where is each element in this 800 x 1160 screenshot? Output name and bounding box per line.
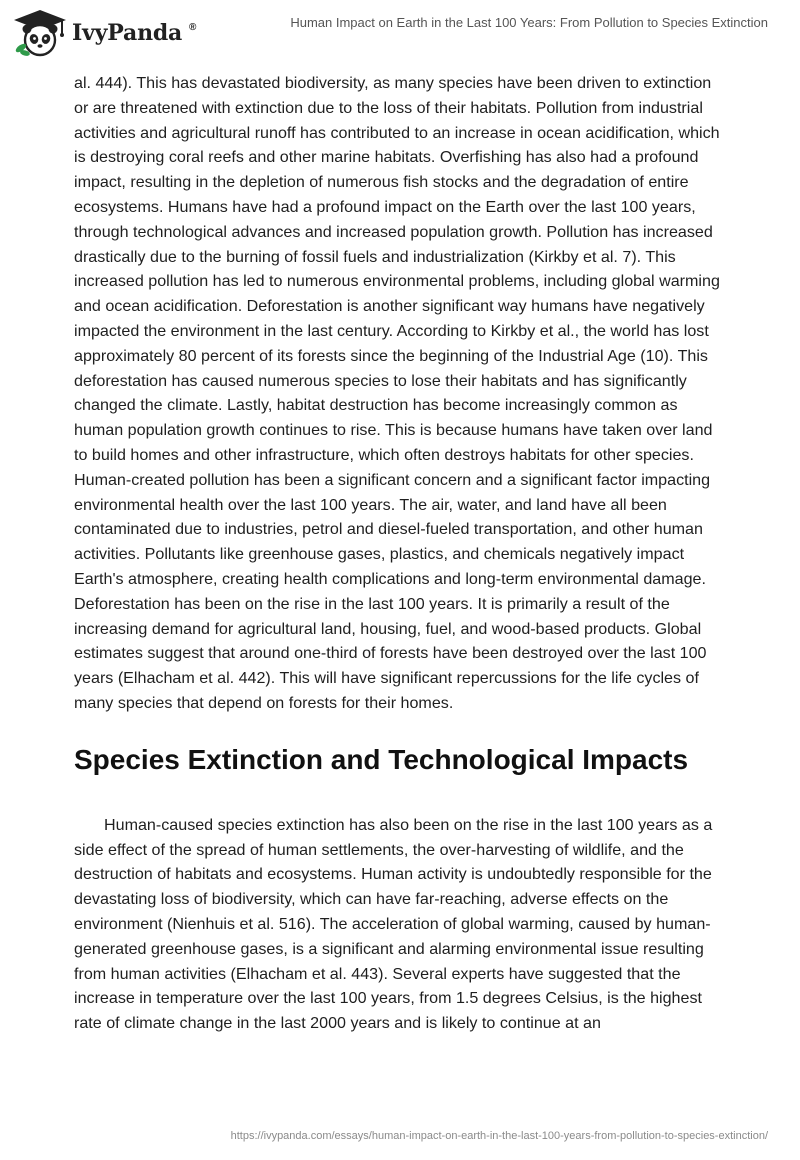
ivypanda-logo[interactable]: [12, 8, 202, 58]
page-header: [0, 0, 800, 64]
document-title: Human Impact on Earth in the Last 100 Years: From Pollution to Species Extinction: [290, 15, 768, 30]
brand-name: IvyPanda: [72, 20, 183, 46]
essay-content: [74, 71, 724, 1036]
body-paragraph-2: Human-caused species extinction has also been on the rise in the last 100 years as a side effect of the spread of human settlements, the over-harvesting of wildlife, and the destruction of habitats and ecosystems. Human activity is undoubtedly responsible for the devastating loss of biodiversity, which can have far-reaching, adverse effects on the environment (Nienhuis et al. 516). The acceleration of global warming, caused by human-generated greenhouse gases, is a significant and alarming environmental issue resulting from human activities (Elhacham et al. 443). Several experts have suggested that the increase in temperature over the last 100 years, from 1.5 degrees Celsius, is the highest rate of climate change in the last 2000 years and is likely to continue at an: [74, 815, 713, 1033]
registered-mark: ®: [189, 22, 197, 33]
body-paragraph-1: al. 444). This has devastated biodiversity, as many species have been driven to extinction or are threatened with extinction due to the loss of their habitats. Pollution from industrial activities and agricultural runoff has contributed to an increase in ocean acidification, which is destroying coral reefs and other marine habitats. Overfishing has also had a profound impact, resulting in the depletion of numerous fish stocks and the degradation of entire ecosystems. Humans have had a profound impact on the Earth over the last 100 years, through technological advances and increased population growth. Pollution has increased drastically due to the burning of fossil fuels and industrialization (Kirkby et al. 7). This increased pollution has led to numerous environmental problems, including global warming and ocean acidification. Deforestation is another significant way humans have negatively impacted the environment in the last century. According to Kirkby et al., the world has lost approximately 80 percent of its forests since the beginning of the Industrial Age (10). This deforestation has caused numerous species to lose their habitats and has significantly changed the climate. Lastly, habitat destruction has become increasingly common as human population growth continues to rise. This is because humans have taken over land to build homes and other infrastructure, which often destroys habitats for other species. Human-created pollution has been a significant concern and a significant factor impacting environmental health over the last 100 years. The air, water, and land have all been contaminated due to industries, petrol and diesel-fueled transportation, and other human activities. Pollutants like greenhouse gases, plastics, and chemicals negatively impact Earth's atmosphere, creating health complications and long-term environmental damage. Deforestation has been on the rise in the last 100 years. It is primarily a result of the increasing demand for agricultural land, housing, fuel, and wood-based products. Global estimates suggest that around one-third of forests have been destroyed over the last 100 years (Elhacham et al. 442). This will have significant repercussions for the life cycles of many species that depend on forests for their homes.: [74, 74, 720, 712]
source-url-link[interactable]: https://ivypanda.com/essays/human-impact-on-earth-in-the-last-100-years-from-pollution-to-species-extinction/: [230, 1130, 768, 1142]
panda-graduation-cap-icon: [12, 8, 68, 58]
section-spacer: [74, 780, 724, 813]
section-heading: Species Extinction and Technological Impacts: [74, 743, 689, 775]
